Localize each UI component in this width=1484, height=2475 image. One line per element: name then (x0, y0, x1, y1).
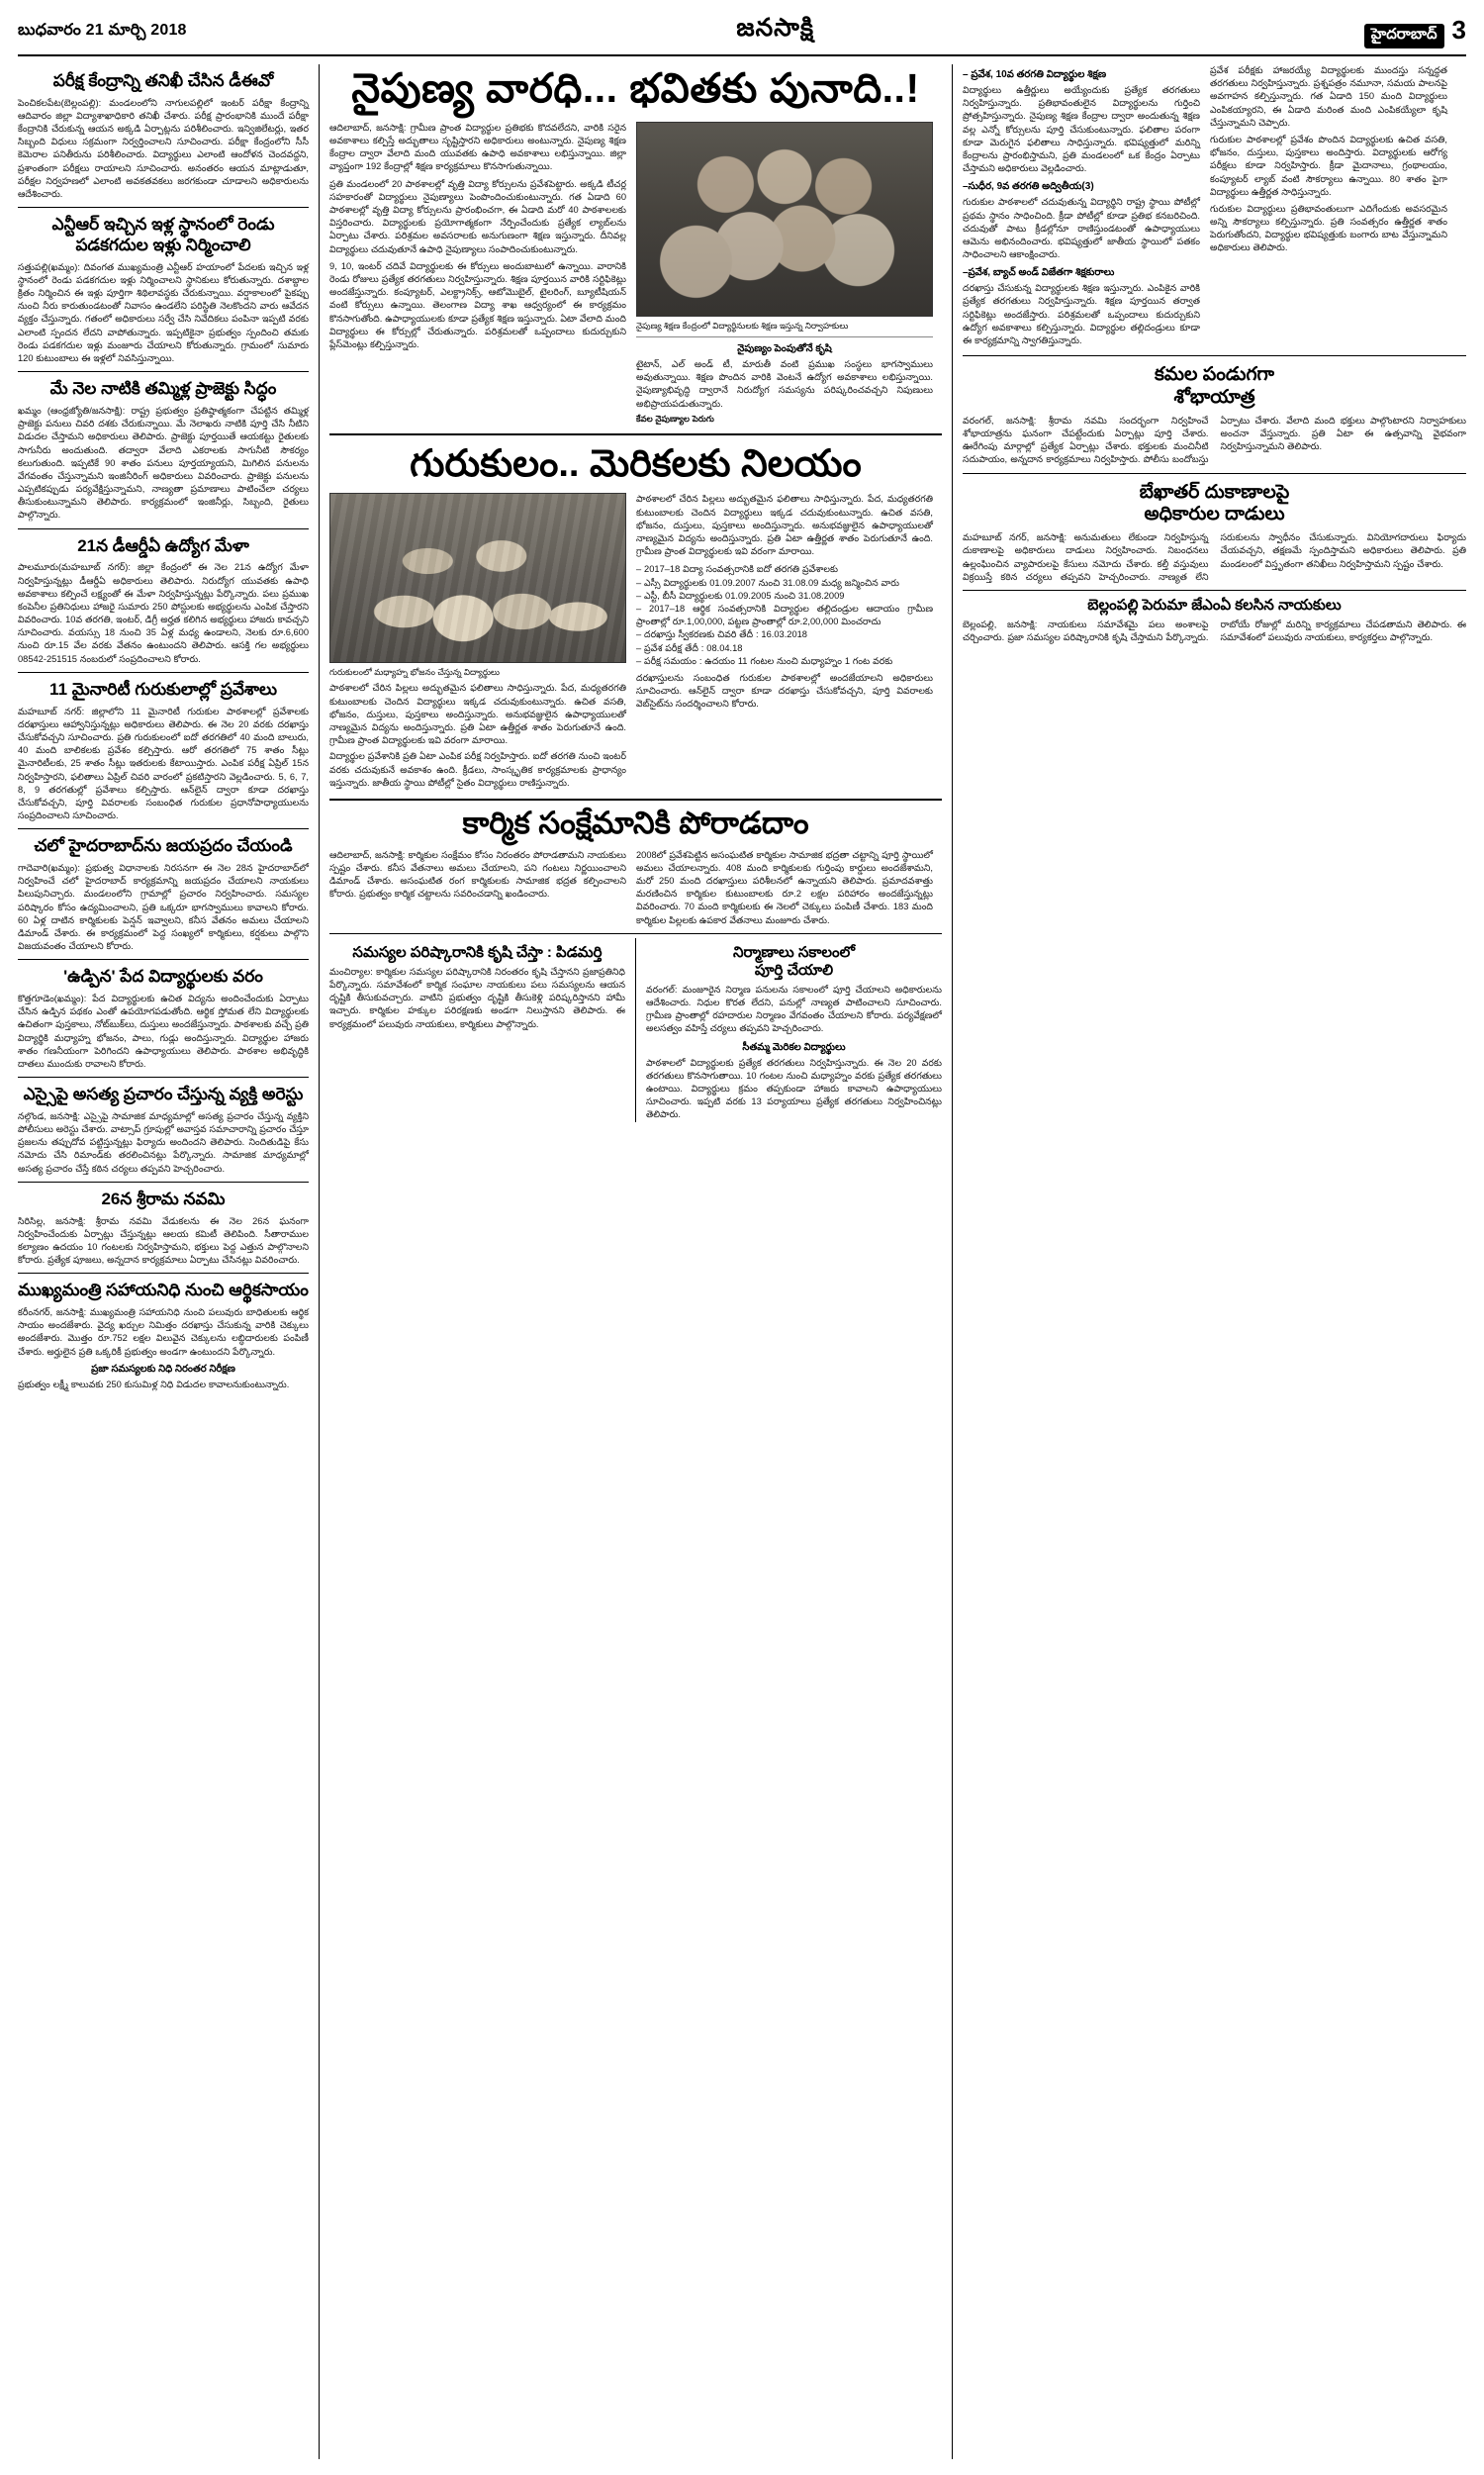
article-body: పెంచికలపేట(బెల్లంపల్లి): మండలంలోని నాగులపల్లిలో ఇంటర్ పరీక్షా కేంద్రాన్ని ఆదివారం జిల్లా విద్యాశాఖాధికారి తనిఖీ చేశారు. పరీక్ష ప్రారంభానికి ముందే పరీక్షా కేంద్రానికి చేరుకున్న ఆయన అక్కడి ఏర్పాట్లను పరిశీలించారు. ఇన్విజిలేటర్లు, ఇతర సిబ్బంది విధులు సక్రమంగా నిర్వర్తించాలని సూచించారు. పరీక్షా కేంద్రంలోని సీసీ కెమెరాల పనితీరును పరిశీలించారు. విద్యార్థులు ఎలాంటి ఆందోళన చెందవద్దని, ప్రశాంతంగా పరీక్షలు రాయాలని సూచించారు. అనంతరం ఆయన మాట్లాడుతూ, పరీక్షల నిర్వహణలో ఎలాంటి అవకతవకలు జరగకుండా చూడాలని అధికారులను ఆదేశించారు. (18, 97, 309, 200)
right-col-a (963, 64, 1200, 347)
lead-body-2: 9, 10, ఇంటర్ చదివే విద్యార్థులకు ఈ కోర్సులు అందుబాటులో ఉన్నాయి. వారానికి రెండు రోజులు ప్రత్యేక తరగతులు నిర్వహిస్తున్నారు. శిక్షణ పూర్తయిన వారికి సర్టిఫికెట్లు అందజేస్తున్నారు. కంప్యూటర్, ఎలక్ట్రానిక్స్, ఆటోమొబైల్, టైలరింగ్, బ్యూటీషియన్ వంటి కోర్సులు ఉన్నాయి. తెలంగాణ విద్యా శాఖ ఆధ్వర్యంలో ఈ కార్యక్రమం కొనసాగుతోంది. ఉపాధ్యాయులకు కూడా ప్రత్యేక శిక్షణ ఇస్తున్నారు. ఏటా వేలాది మంది విద్యార్థులు ఈ కోర్సుల్లో చేరుతున్నారు. పరిశ్రమలతో ఒప్పందాలు కుదుర్చుకుని ప్లేస్‌మెంట్లు కల్పిస్తున్నారు. (329, 260, 626, 349)
gurukulam-story (329, 493, 942, 790)
divider (329, 799, 942, 801)
page-number: 3 (1451, 14, 1466, 45)
lead-photo-block (636, 122, 933, 425)
article-construction-completion (635, 938, 942, 1122)
article-body: మహబూబ్ నగర్: జిల్లాలోని 11 మైనారిటీ గురుకుల పాఠశాలల్లో ప్రవేశాలకు దరఖాస్తులు ఆహ్వానిస్తున్నట్లు అధికారులు తెలిపారు. ఈ నెల 20 వరకు దరఖాస్తు చేసుకోవచ్చని సూచించారు. ప్రతి గురుకులంలో ఐదో తరగతిలో 40 మంది బాలురు, 40 మంది బాలికలకు ప్రవేశం కల్పిస్తారు. ఆరో తరగతిలో 75 శాతం సీట్లు మైనారిటీలకు, 25 శాతం సీట్లు ఇతరులకు కేటాయిస్తారు. ఎంపిక పరీక్ష ఏప్రిల్ 15న నిర్వహిస్తారని, ఫలితాలు ఏప్రిల్ చివరి వారంలో ప్రకటిస్తారని వెల్లడించారు. 5, 6, 7, 8, 9 తరగతుల్లో ప్రవేశాలు కల్పిస్తారు. ఆన్‌లైన్ ద్వారా కూడా దరఖాస్తు చేసుకోవచ్చని, పూర్తి వివరాలకు సంబంధిత గురుకుల ప్రధానోపాధ్యాయులను సంప్రదించాలని సూచించారు. (18, 706, 309, 821)
article-shop-raids (963, 482, 1466, 584)
list-item: – ప్రవేశ పరీక్ష తేదీ : 08.04.18 (636, 642, 743, 653)
list-item: – 2017–18 ఆర్థిక సంవత్సరానికి విద్యార్థుల తల్లిదండ్రుల ఆదాయం గ్రామీణ ప్రాంతాల్లో రూ.1,00,000, పట్టణ ప్రాంతాల్లో రూ.2,00,000 మించరాదు (636, 603, 933, 627)
headline: 11 మైనారిటీ గురుకులాల్లో ప్రవేశాలు (49, 679, 277, 699)
subheadline: సీతమ్మ మెరికల విద్యార్థులు (742, 1041, 846, 1053)
divider (18, 528, 309, 529)
article-problems-resolution (329, 938, 625, 1122)
labour-body-left (329, 849, 626, 927)
gurukulam-body-1: పాఠశాలలో చేరిన పిల్లలు అద్భుతమైన ఫలితాలు సాధిస్తున్నారు. పేద, మధ్యతరగతి కుటుంబాలకు చెందిన విద్యార్థులు ఇక్కడ చదువుకుంటున్నారు. ఉచిత వసతి, భోజనం, దుస్తులు, పుస్తకాలు అందిస్తున్నారు. అనుభవజ్ఞులైన ఉపాధ్యాయులతో నాణ్యమైన విద్యను అందిస్తున్నారు. ప్రతి ఏటా ఉత్తీర్ణత శాతం పెరుగుతూనే ఉంది. గ్రామీణ ప్రాంత విద్యార్థులకు ఇవి వరంగా మారాయి. (329, 683, 626, 746)
headline: బెల్లంపల్లి పెరుమా జేఎంఏ కలసిన నాయకులు (1087, 596, 1342, 614)
divider (18, 1182, 309, 1183)
divider (636, 336, 933, 337)
article-body: బెల్లంపల్లి, జనసాక్షి: నాయకులు సమావేశమై పలు అంశాలపై చర్చించారు. ప్రజా సమస్యల పరిష్కారానికి కృషి చేస్తామని పేర్కొన్నారు. రాబోయే రోజుల్లో మరిన్ని కార్యక్రమాలు చేపడతామని తెలిపారు. ఈ సమావేశంలో పలువురు నాయకులు, కార్యకర్తలు పాల్గొన్నారు. (963, 619, 1466, 643)
lead-story (329, 122, 942, 425)
list-item: – దరఖాస్తు స్వీకరణకు చివరి తేదీ : 16.03.2018 (636, 629, 807, 640)
article-tammilla-project (18, 379, 309, 522)
divider (329, 433, 942, 435)
divider (963, 355, 1466, 356)
subheadline: –సుధీర, 9వ తరగతి అద్వితీయ(3) (963, 181, 1094, 193)
article-body: సత్తుపల్లి(ఖమ్మం): దివంగత ముఖ్యమంత్రి ఎన్టీఆర్ హయాంలో పేదలకు ఇచ్చిన ఇళ్ల స్థానంలో రెండు పడకగదుల ఇళ్లు నిర్మించాలని స్థానికులు కోరుతున్నారు. దశాబ్దాల క్రితం నిర్మించిన ఈ ఇళ్లు పూర్తిగా శిథిలావస్థకు చేరుకున్నాయి. వర్షాకాలంలో పైకప్పు నుంచి నీరు కారుతుండటంతో నివాసం ఉండలేని పరిస్థితి నెలకొందని వారు ఆవేదన వ్యక్తం చేస్తున్నారు. గతంలో అధికారులు సర్వే చేసి నివేదికలు పంపినా ఇప్పటి వరకు ఎలాంటి స్పందన లేదని వాపోతున్నారు. ఇప్పటికైనా ప్రభుత్వం స్పందించి తమకు రెండు పడకగదుల ఇళ్లు మంజూరు చేయాలని కోరుతున్నారు. గ్రామంలో సుమారు 120 కుటుంబాలు ఈ ఇళ్లలో నివసిస్తున్నాయి. (18, 261, 309, 364)
subheadline: ప్రజా సమస్యలకు నిధి నిరంతర నిరీక్షణ (91, 1363, 235, 1375)
labour-body-2: 2008లో ప్రవేశపెట్టిన అసంఘటిత కార్మికుల సామాజిక భద్రతా చట్టాన్ని పూర్తి స్థాయిలో అమలు చేయాలన్నారు. 408 మంది కార్మికులకు గుర్తింపు కార్డులు అందజేశామని, మరో 250 మంది దరఖాస్తులు పరిశీలనలో ఉన్నాయని తెలిపారు. ప్రమాదవశాత్తు మరణించిన కార్మికుల కుటుంబాలకు రూ.2 లక్షల పరిహారం అందజేస్తున్నట్లు వివరించారు. 70 మంది కార్మికులకు ఈ నెలలో చెక్కులు పంపిణీ చేశారు. 183 మంది కార్మికుల పిల్లలకు ఉపకార వేతనాలు మంజూరు చేశారు. (636, 849, 933, 925)
right-col-b (1210, 64, 1447, 347)
article-body: పాలమూరు(మహబూబ్ నగర్): జిల్లా కేంద్రంలో ఈ నెల 21న ఉద్యోగ మేళా నిర్వహిస్తున్నట్లు డీఆర్డీఏ అధికారులు తెలిపారు. నిరుద్యోగ యువతకు ఉపాధి అవకాశాలు కల్పించే లక్ష్యంతో ఈ మేళా నిర్వహిస్తున్నట్లు పేర్కొన్నారు. పలు ప్రముఖ కంపెనీల ప్రతినిధులు హాజరై సుమారు 250 పోస్టులకు అభ్యర్థులను ఎంపిక చేస్తారని వివరించారు. 10వ తరగతి, ఇంటర్, డిగ్రీ అర్హత కలిగిన అభ్యర్థులు హాజరు కావచ్చని సూచించారు. వయస్సు 18 నుంచి 35 ఏళ్ల మధ్య ఉండాలని, నెలకు రూ.6,600 నుంచి రూ.15 వేల వరకు వేతనం ఉంటుందని తెలిపారు. ఆసక్తి గల అభ్యర్థులు 08542-251515 నంబరులో సంప్రదించాలని కోరారు. (18, 562, 309, 664)
labour-headline: కార్మిక సంక్షేమానికి పోరాడదాం (462, 805, 809, 840)
gurukulam-right-3: గురుకుల విద్యార్థులు ప్రతిభావంతులుగా ఎదిగేందుకు అవసరమైన అన్ని సౌకర్యాలు కల్పిస్తున్నారు. ప్రతి సంవత్సరం ఉత్తీర్ణత శాతం పెరుగుతోందని, విద్యార్థుల భవిష్యత్తుకు బంగారు బాట వేస్తున్నామని అధికారులు తెలిపారు. (1210, 203, 1447, 253)
article-body: కరీంనగర్, జనసాక్షి: ముఖ్యమంత్రి సహాయనిధి నుంచి పలువురు బాధితులకు ఆర్థిక సాయం అందజేశారు. వైద్య ఖర్చుల నిమిత్తం దరఖాస్తు చేసుకున్న వారికి చెక్కులు అందజేశారు. మొత్తం రూ.752 లక్షల విలువైన చెక్కులను లబ్ధిదారులకు పంపిణీ చేశారు. అర్హులైన ప్రతి ఒక్కరికీ ప్రభుత్వం అండగా ఉంటుందని పేర్కొన్నారు. (18, 1307, 309, 1357)
headline: పరీక్ష కేంద్రాన్ని తనిఖీ చేసిన డీఈవో (52, 71, 274, 90)
lead-paragraph: ఆదిలాబాద్, జనసాక్షి: గ్రామీణ ప్రాంత విద్యార్థుల ప్రతిభకు కొదవలేదని, వారికి సరైన అవకాశాలు కల్పిస్తే అద్భుతాలు సృష్టిస్తారని అధికారులు అంటున్నారు. నైపుణ్య శిక్షణ కేంద్రాల ద్వారా వేలాది మంది యువతకు ఉపాధి అవకాశాలు లభిస్తున్నాయి. జిల్లా వ్యాప్తంగా 192 కేంద్రాల్లో శిక్షణ కార్యక్రమాలు కొనసాగుతున్నాయి. (329, 122, 626, 172)
article-body: కొత్తగూడెం(ఖమ్మం): పేద విద్యార్థులకు ఉచిత విద్యను అందించేందుకు ఏర్పాటు చేసిన ఉడ్పిన పథకం ఎంతో ఉపయోగపడుతోంది. ఆర్థిక స్తోమత లేని విద్యార్థులకు ఉచితంగా పుస్తకాలు, నోట్‌బుక్‌లు, దుస్తులు అందజేస్తున్నారు. పాఠశాలకు వచ్చే ప్రతి విద్యార్థికి మధ్యాహ్న భోజనం, పాలు, గుడ్లు అందిస్తున్నారు. విద్యార్థుల హాజరు శాతం గణనీయంగా పెరిగిందని ఉపాధ్యాయులు తెలిపారు. పాఠశాల అభివృద్ధికి దాతలు ముందుకు రావాలని కోరారు. (18, 994, 309, 1069)
publication-date: బుధవారం 21 మార్చి 2018 (18, 21, 187, 39)
headline: మే నెల నాటికి తమ్మిళ్ల ప్రాజెక్టు సిద్ధం (49, 379, 277, 399)
divider (963, 590, 1466, 591)
subheadline: – ప్రవేశ, 10వ తరగతి విద్యార్థుల శిక్షణ (963, 69, 1107, 80)
gurukulam-points-list (636, 563, 933, 668)
headline: 26న శ్రీరామ నవమి (101, 1189, 226, 1208)
right-top-block (963, 64, 1466, 347)
headline-line-1: నిర్మాణాలు సకాలంలో (732, 943, 856, 961)
article-body: గురుకుల పాఠశాలలో చదువుతున్న విద్యార్థిని రాష్ట్ర స్థాయి పోటీల్లో ప్రథమ స్థానం సాధించింది. క్రీడా పోటీల్లో కూడా ప్రతిభ కనబరిచింది. చదువుతో పాటు క్రీడల్లోనూ రాణిస్తుండటంతో ఉపాధ్యాయులు ఆమెను అభినందించారు. భవిష్యత్తులో జాతీయ స్థాయిలో పతకం సాధించాలని ఆకాంక్షించారు. (963, 197, 1200, 260)
lead-body: ప్రతి మండలంలో 20 పాఠశాలల్లో వృత్తి విద్యా కోర్సులను ప్రవేశపెట్టారు. అక్కడి టీచర్ల సహకారంతో విద్యార్థులు నైపుణ్యాలు పెంపొందించుకుంటున్నారు. గత ఏడాది 60 పాఠశాలల్లో వృత్తి విద్యా కోర్సులను ప్రారంభించగా, ఈ ఏడాది మరో 40 పాఠశాలలకు విస్తరించారు. విద్యార్థులకు ప్రయోగాత్మకంగా నేర్పించేందుకు ప్రత్యేక ల్యాబ్‌లను ఏర్పాటు చేశారు. పరిశ్రమల అవసరాలకు అనుగుణంగా శిక్షణ ఇస్తున్నారు. దీనివల్ల విద్యార్థులు చదువుతూనే ఉపాధి నైపుణ్యాలు సంపాదించుకుంటున్నారు. (329, 178, 626, 254)
photo-caption: గురుకులంలో మధ్యాహ్న భోజనం చేస్తున్న విద్యార్థులు (329, 667, 500, 678)
list-item: – ఎస్టీ, బీసీ విద్యార్థులకు 01.09.2005 నుంచి 31.08.2009 (636, 590, 845, 601)
labour-story (329, 849, 942, 927)
lead-headline: నైపుణ్య వారధి... భవితకు పునాది..! (351, 65, 920, 111)
headline: ఎస్సైపై అసత్య ప్రచారం చేస్తున్న వ్యక్తి అరెస్టు (23, 1085, 304, 1104)
divider (18, 828, 309, 829)
article-body: నల్గొండ, జనసాక్షి: ఎస్సైపై సామాజిక మాధ్యమాల్లో అసత్య ప్రచారం చేస్తున్న వ్యక్తిని పోలీసులు అరెస్టు చేశారు. వాట్సాప్ గ్రూపుల్లో అవాస్తవ సమాచారాన్ని ప్రచారం చేస్తూ ప్రజలను తప్పుదోవ పట్టిస్తున్నట్లు ఫిర్యాదు అందిందని తెలిపారు. నిందితుడిపై కేసు నమోదు చేసి రిమాండ్‌కు తరలించినట్లు పేర్కొన్నారు. సామాజిక మాధ్యమాల్లో అసత్య ప్రచారం చేస్తే కఠిన చర్యలు తప్పవని హెచ్చరించారు. (18, 1110, 309, 1174)
headline: ముఖ్యమంత్రి సహాయనిధి నుంచి ఆర్థికసాయం (18, 1281, 309, 1300)
article-bellampalli-leaders (963, 597, 1466, 644)
masthead (18, 14, 1466, 56)
photo-caption: నైపుణ్య శిక్షణ కేంద్రంలో విద్యార్థినులకు శిక్షణ ఇస్తున్న నిర్వాహకులు (636, 320, 849, 331)
article-body: వరంగల్, జనసాక్షి: శ్రీరామ నవమి సందర్భంగా నిర్వహించే శోభాయాత్రను ఘనంగా చేపట్టేందుకు ఏర్పాట్లు పూర్తి చేశారు. ఊరేగింపు మార్గాల్లో ప్రత్యేక ఏర్పాట్లు చేశారు. భక్తులకు మంచినీటి సదుపాయం, అన్నదాన కార్యక్రమాలు నిర్వహిస్తారు. పోలీసు బందోబస్తు ఏర్పాటు చేశారు. వేలాది మంది భక్తులు పాల్గొంటారని నిర్వాహకులు అంచనా వేస్తున్నారు. ప్రతి ఏటా ఈ ఉత్సవాన్ని వైభవంగా నిర్వహిస్తున్నామని తెలిపారు. (963, 415, 1466, 465)
article-body: మహబూబ్ నగర్, జనసాక్షి: అనుమతులు లేకుండా నిర్వహిస్తున్న దుకాణాలపై అధికారులు దాడులు నిర్వహించారు. నిబంధనలు ఉల్లంఘించిన వ్యాపారులపై కేసులు నమోదు చేశారు. కల్తీ వస్తువులు విక్రయిస్తే కఠిన చర్యలు తప్పవని హెచ్చరించారు. నాణ్యత లేని సరుకులను స్వాధీనం చేసుకున్నారు. వినియోగదారులు ఫిర్యాదు చేయవచ్చని, తక్షణమే స్పందిస్తామని అధికారులు తెలిపారు. ప్రతి మండలంలో విస్తృతంగా తనిఖీలు నిర్వహిస్తామని స్పష్టం చేశారు. (963, 532, 1466, 582)
photo-skill-training (636, 122, 933, 317)
headline-line-1: ఎన్టీఆర్ ఇచ్చిన ఇళ్ల స్థానంలో రెండు (51, 215, 275, 235)
bottom-two-stories (329, 938, 942, 1122)
sub-article-body: పాఠశాలలో విద్యార్థులకు ప్రత్యేక తరగతులు నిర్వహిస్తున్నారు. ఈ నెల 20 వరకు తరగతులు కొనసాగుతాయి. 10 గంటల నుంచి మధ్యాహ్నం వరకు ప్రత్యేక తరగతులు ఉంటాయి. విద్యార్థులు క్రమం తప్పకుండా హాజరు కావాలని ఉపాధ్యాయులు సూచించారు. ఇప్పటి వరకు 13 పర్యాయాలు ప్రత్యేక తరగతులు నిర్వహించినట్లు తెలిపారు. (646, 1057, 942, 1120)
article-cm-relief-fund (18, 1281, 309, 1391)
gurukulam-details-block (636, 493, 933, 790)
article-body: దరఖాస్తు చేసుకున్న విద్యార్థులకు శిక్షణ ఇస్తున్నారు. ఎంపికైన వారికి ప్రత్యేక తరగతులు నిర్వహిస్తున్నారు. శిక్షణ పూర్తయిన తర్వాత సర్టిఫికెట్లు అందజేస్తారు. పరిశ్రమలతో ఒప్పందాలు కుదుర్చుకుని ఉద్యోగ అవకాశాలు కల్పిస్తున్నారు. విద్యార్థుల తల్లిదండ్రులు కూడా ఈ కార్యక్రమాన్ని స్వాగతిస్తున్నారు. (963, 283, 1200, 345)
article-two-bedroom-houses (18, 215, 309, 365)
headline: సమస్యల పరిష్కారానికి కృషి చేస్తా : పిడమర్తి (352, 943, 603, 961)
column-left (18, 64, 320, 2459)
edition-block (1364, 15, 1466, 48)
divider (18, 207, 309, 208)
article-false-propaganda-arrest (18, 1085, 309, 1176)
headline: 21న డీఆర్డీఏ ఉద్యోగ మేళా (77, 535, 249, 555)
divider (963, 473, 1466, 474)
article-body: మంచిర్యాల: కార్మికుల సమస్యల పరిష్కారానికి నిరంతరం కృషి చేస్తానని ప్రజాప్రతినిధి పేర్కొన్నారు. సమావేశంలో కార్మిక సంఘాల నాయకులు పలు సమస్యలను ఆయన దృష్టికి తీసుకువచ్చారు. వాటిని ప్రభుత్వం దృష్టికి తీసుకెళ్లి పరిష్కరిస్తానని హామీ ఇచ్చారు. కార్మికుల హక్కుల పరిరక్షణకు అండగా నిలుస్తానని తెలిపారు. ఈ కార్యక్రమంలో పలువురు నాయకులు, కార్మికులు పాల్గొన్నారు. (329, 966, 625, 1029)
divider (18, 959, 309, 960)
byline: కేవల నైపుణ్యాల పెరుగు (636, 413, 714, 424)
newspaper-logo: జనసాక్షి (736, 14, 815, 42)
subheadline: –ప్రవేశ, బ్యాచ్ అండ్ విజేతగా శిక్షకురాలు (963, 267, 1115, 279)
article-job-mela (18, 536, 309, 666)
headline-line-2: శోభాయాత్ర (1173, 386, 1255, 408)
article-shobhayatra (963, 364, 1466, 466)
edition-label: హైదరాబాద్ (1364, 24, 1444, 48)
article-body: సిరిసిల్ల, జనసాక్షి: శ్రీరామ నవమి వేడుకలను ఈ నెల 26న ఘనంగా నిర్వహించేందుకు ఏర్పాట్లు చేస్తున్నట్లు ఆలయ కమిటీ తెలిపింది. సీతారాముల కల్యాణం ఉదయం 10 గంటలకు నిర్వహిస్తామని, భక్తులు పెద్ద ఎత్తున పాల్గొనాలని కోరారు. ప్రత్యేక పూజలు, అన్నదాన కార్యక్రమాలు ఏర్పాటు చేసినట్లు వివరించారు. (18, 1215, 309, 1266)
article-body: ఖమ్మం (ఆంధ్రజ్యోతి/జనసాక్షి): రాష్ట్ర ప్రభుత్వం ప్రతిష్ఠాత్మకంగా చేపట్టిన తమ్మిళ్ల ప్రాజెక్టు పనులు చివరి దశకు చేరుకున్నాయి. మే నెలాఖరు నాటికి పూర్తి చేసి నీటిని విడుదల చేస్తామని అధికారులు తెలిపారు. ప్రాజెక్టు పూర్తయితే ఆయకట్టు రైతులకు సాగునీరు అందుతుంది. తద్వారా వేలాది ఎకరాలకు సాగునీటి సౌకర్యం కలుగుతుంది. ఇప్పటికే 90 శాతం పనులు పూర్తయ్యాయని, మిగిలిన పనులను వేగవంతం చేస్తున్నామని ఇంజినీరింగ్ అధికారులు వివరించారు. ప్రాజెక్టు పనులను ఎప్పటికప్పుడు పర్యవేక్షిస్తున్నామని, నాణ్యతా ప్రమాణాలు పాటించేలా చర్యలు తీసుకుంటున్నామని తెలిపారు. కార్యక్రమంలో ఇంజినీర్లు, సిబ్బంది, రైతులు పాల్గొన్నారు. (18, 405, 309, 521)
divider (18, 1077, 309, 1078)
article-chalo-hyderabad (18, 836, 309, 953)
headline-line-2: పూర్తి చేయాలి (754, 961, 834, 979)
labour-body-1: ఆదిలాబాద్, జనసాక్షి: కార్మికుల సంక్షేమం కోసం నిరంతరం పోరాడతామని నాయకులు స్పష్టం చేశారు. కనీస వేతనాలు అమలు చేయాలని, పని గంటలు నిర్ణయించాలని డిమాండ్ చేశారు. అసంఘటిత రంగ కార్మికులకు సామాజిక భద్రత కల్పించాలని కోరారు. ప్రభుత్వం కార్మిక చట్టాలను సవరించడాన్ని ఖండించారు. (329, 849, 626, 900)
divider (329, 933, 942, 934)
sub-article-body: టైటాన్, ఎల్ అండ్ టీ, మారుతీ వంటి ప్రముఖ సంస్థలు భాగస్వాములు అవుతున్నాయి. శిక్షణ పొందిన వారికి వెంటనే ఉద్యోగ అవకాశాలు లభిస్తున్నాయి. నైపుణ్యాభివృద్ధి ద్వారానే నిరుద్యోగ సమస్యను పరిష్కరించవచ్చని నిపుణులు అభిప్రాయపడుతున్నారు. (636, 358, 933, 409)
gurukulam-photo-block (329, 493, 626, 790)
headline-line-1: కమల పండుగగా (1154, 364, 1275, 386)
list-item: – ఎస్సీ విద్యార్థులకు 01.09.2007 నుంచి 31.08.09 మధ్య జన్మించిన వారు (636, 577, 900, 588)
labour-body-right (636, 849, 933, 927)
list-item: – పరీక్ష సమయం : ఉదయం 11 గంటల నుంచి మధ్యాహ్నం 1 గంట వరకు (636, 655, 893, 666)
headline-line-2: పడకగదుల ఇళ్లు నిర్మించాలి (75, 235, 251, 254)
article-body: విద్యార్థులు ఉత్తీర్ణులు అయ్యేందుకు ప్రత్యేక తరగతులు నిర్వహిస్తున్నారు. ప్రతిభావంతులైన విద్యార్థులను గుర్తించి ప్రోత్సహిస్తున్నారు. నైపుణ్య శిక్షణ కేంద్రాల ద్వారా అందుతున్న శిక్షణ వల్ల ఎన్నో కోర్సులను పూర్తి చేసుకుంటున్నారు. ఫలితాల పరంగా కూడా మెరుగైన ఫలితాలు సాధిస్తున్నారు. భవిష్యత్తులో మరిన్ని కేంద్రాలను ప్రారంభిస్తామని, ప్రతి మండలంలో ఒక కేంద్రం ఏర్పాటు చేస్తామని అధికారులు వెల్లడించారు. (963, 85, 1200, 174)
article-minority-gurukul-admissions (18, 680, 309, 822)
gurukulam-headline: గురుకులం.. మెరికలకు నిలయం (410, 442, 862, 485)
column-center (320, 64, 953, 2459)
headline: చలో హైదరాబాద్‌ను జయప్రదం చేయండి (34, 836, 293, 856)
divider (18, 672, 309, 673)
lead-text-block (329, 122, 626, 425)
article-deo-inspection (18, 71, 309, 201)
gurukulam-body-2: విద్యార్థుల ప్రవేశానికి ప్రతి ఏటా ఎంపిక పరీక్ష నిర్వహిస్తారు. ఐదో తరగతి నుంచి ఇంటర్ వరకు చదువుకునే అవకాశం ఉంది. క్రీడలు, సాంస్కృతిక కార్యక్రమాలకు ప్రాధాన్యం ఇస్తున్నారు. జాతీయ స్థాయి పోటీల్లో సైతం విద్యార్థులు రాణిస్తున్నారు. (329, 751, 626, 788)
subheadline: నైపుణ్యం పెంపుతోనే కృషి (737, 342, 832, 354)
headline: 'ఉడ్పిన' పేద విద్యార్థులకు వరం (63, 967, 263, 987)
article-sriramanavami (18, 1190, 309, 1267)
gurukulam-intro: పాఠశాలలో చేరిన పిల్లలు అద్భుతమైన ఫలితాలు సాధిస్తున్నారు. పేద, మధ్యతరగతి కుటుంబాలకు చెందిన విద్యార్థులు ఇక్కడ చదువుకుంటున్నారు. ఉచిత వసతి, భోజనం, దుస్తులు, పుస్తకాలు అందిస్తున్నారు. అనుభవజ్ఞులైన ఉపాధ్యాయులతో నాణ్యమైన విద్యను అందిస్తున్నారు. ప్రతి ఏటా ఉత్తీర్ణత శాతం పెరుగుతూనే ఉంది. గ్రామీణ ప్రాంత విద్యార్థులకు ఇవి వరంగా మారాయి. (636, 494, 933, 557)
photo-gurukulam-meal (329, 493, 626, 663)
divider (18, 371, 309, 372)
divider (18, 1273, 309, 1274)
column-right (953, 64, 1466, 2459)
gurukulam-tail: దరఖాస్తులను సంబంధిత గురుకుల పాఠశాలల్లో అందజేయాలని అధికారులు సూచించారు. ఆన్‌లైన్ ద్వారా కూడా దరఖాస్తు చేసుకోవచ్చని, పూర్తి వివరాలకు వెబ్‌సైట్‌ను సందర్శించాలని కోరారు. (636, 672, 933, 710)
page-grid (18, 64, 1466, 2459)
headline-line-2: అధికారుల దాడులు (1144, 504, 1285, 525)
headline-line-1: బేఖాతర్ దుకాణాలపై (1139, 481, 1290, 503)
list-item: – 2017–18 విద్యా సంవత్సరానికి ఐదో తరగతి ప్రవేశాలకు (636, 564, 839, 575)
article-footer-body: ప్రభుత్వం లక్ష్మీ కాలువకు 250 కుసుమిళ్ల నిధి విడుదల కావాలనుకుంటున్నారు. (18, 1379, 290, 1389)
article-body: వరంగల్: మంజూరైన నిర్మాణ పనులను సకాలంలో పూర్తి చేయాలని అధికారులను ఆదేశించారు. నిధుల కొరత లేదని, పనుల్లో నాణ్యత పాటించాలని సూచించారు. గ్రామీణ ప్రాంతాల్లో రహదారుల నిర్మాణం వేగవంతం చేయాలని కోరారు. పర్యవేక్షణలో అలసత్వం వహిస్తే చర్యలు తప్పవని హెచ్చరించారు. (646, 984, 942, 1034)
gurukulam-right-1: ప్రవేశ పరీక్షకు హాజరయ్యే విద్యార్థులకు ముందస్తు సన్నద్ధత తరగతులు నిర్వహిస్తున్నారు. ప్రశ్నపత్రం నమూనా, సమయ పాలనపై అవగాహన కల్పిస్తున్నారు. గత ఏడాది 150 మంది విద్యార్థులు ఎంపికయ్యారని, ఈ ఏడాది మరింత మంది ఎంపికయ్యేలా కృషి చేస్తున్నామని చెప్పారు. (1210, 65, 1447, 128)
article-udpina-scheme (18, 967, 309, 1071)
article-body: గాదెవారి(ఖమ్మం): ప్రభుత్వ విధానాలకు నిరసనగా ఈ నెల 28న హైదరాబాద్‌లో నిర్వహించే చలో హైదరాబాద్ కార్యక్రమాన్ని జయప్రదం చేయాలని నాయకులు పిలుపునిచ్చారు. మండలంలోని గ్రామాల్లో ప్రచారం నిర్వహించారు. సమస్యల పరిష్కారం కోసం ఉద్యమించాలని, ప్రతి ఒక్కరూ భాగస్వాములు కావాలని కోరారు. 60 ఏళ్ల దాటిన కార్మికులకు పెన్షన్ ఇవ్వాలని, కనీస వేతనం అమలు చేయాలని డిమాండ్ చేశారు. ఈ కార్యక్రమంలో పెద్ద సంఖ్యలో కార్మికులు, కర్షకులు పాల్గొని విజయవంతం చేయాలని కోరారు. (18, 863, 309, 952)
gurukulam-right-2: గురుకుల పాఠశాలల్లో ప్రవేశం పొందిన విద్యార్థులకు ఉచిత వసతి, భోజనం, దుస్తులు, పుస్తకాలు అందిస్తారు. విద్యార్థులకు ఆరోగ్య పరీక్షలు కూడా నిర్వహిస్తారు. క్రీడా మైదానాలు, గ్రంథాలయం, కంప్యూటర్ ల్యాబ్ వంటి సౌకర్యాలు ఉన్నాయి. 80 శాతం పైగా విద్యార్థులు ఉత్తీర్ణత సాధిస్తున్నారు. (1210, 134, 1447, 197)
